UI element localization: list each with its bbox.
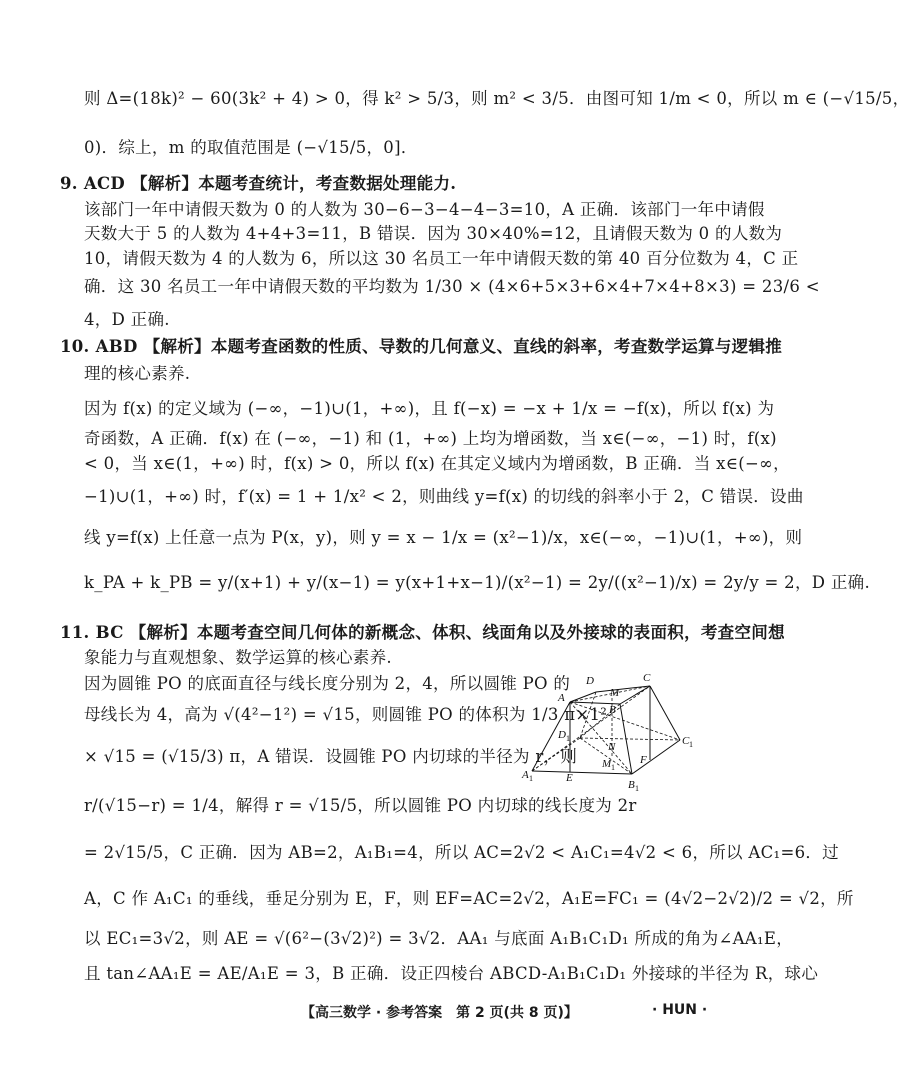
text-line: 理的核心素养. — [84, 364, 191, 383]
problem-9-heading: 9. ACD 【解析】本题考查统计，考查数据处理能力. — [60, 174, 457, 193]
text-line: < 0，当 x∈(1，+∞) 时，f(x) > 0，所以 f(x) 在其定义域内为增函数，B 正确．当 x∈(−∞， — [84, 454, 790, 473]
text-line: 以 EC₁=3√2，则 AE = √(6²−(3√2)²) = 3√2．AA₁ 与底面 A₁B₁C₁D₁ 所成的角为∠AA₁E， — [84, 929, 794, 948]
label-n: N — [608, 741, 616, 753]
label-a: A — [558, 692, 565, 704]
vertex-labels — [521, 672, 693, 793]
text-line: 象能力与直观想象、数学运算的核心素养. — [84, 648, 392, 667]
label-a1-sub: 1 — [529, 774, 533, 783]
text-line: 0)．综上，m 的取值范围是 (−√15/5，0]． — [84, 138, 418, 157]
text-line: k_PA + k_PB = y/(x+1) + y/(x−1) = y(x+1+x−1)/(x²−1) = 2y/((x²−1)/x) = 2y/y = 2，D 正确. — [84, 573, 871, 592]
text-line: 该部门一年中请假天数为 0 的人数为 30−6−3−4−4−3=10，A 正确．该部门一年中请假 — [84, 200, 765, 219]
label-e: E — [566, 772, 573, 784]
text-line: 则 Δ=(18k)² − 60(3k² + 4) > 0，得 k² > 5/3，则 m² < 3/5．由图可知 1/m < 0，所以 m ∈ (−√15/5， — [84, 89, 909, 108]
text-line: 奇函数，A 正确．f(x) 在 (−∞，−1) 和 (1，+∞) 上均为增函数，当 x∈(−∞，−1) 时，f(x) — [84, 429, 777, 448]
text-line: 线 y=f(x) 上任意一点为 P(x，y)，则 y = x − 1/x = (x²−1)/x，x∈(−∞，−1)∪(1，+∞)，则 — [84, 528, 803, 547]
text-line: × √15 = (√15/3) π，A 错误．设圆锥 PO 内切球的半径为 r，则 — [84, 747, 578, 766]
text-line: A，C 作 A₁C₁ 的垂线，垂足分别为 E，F，则 EF=AC=2√2，A₁E=FC₁ = (4√2−2√2)/2 = √2，所 — [84, 889, 854, 908]
text-line: r/(√15−r) = 1/4，解得 r = √15/5，所以圆锥 PO 内切球的线长度为 2r — [84, 796, 637, 815]
text-line: 母线长为 4，高为 √(4²−1²) = √15，则圆锥 PO 的体积为 1/3 π×1² — [84, 705, 608, 724]
frustum-figure — [522, 668, 698, 798]
text-line: 4，D 正确. — [84, 310, 170, 329]
label-b1: B — [628, 779, 635, 791]
label-b: B — [609, 704, 616, 716]
text-line: 因为 f(x) 的定义域为 (−∞，−1)∪(1，+∞)，且 f(−x) = −x + 1/x = −f(x)，所以 f(x) 为 — [84, 399, 775, 418]
label-m1: M — [602, 758, 612, 770]
text-line: 天数大于 5 的人数为 4+4+3=11，B 错误．因为 30×40%=12，且请假天数为 0 的人数为 — [84, 224, 783, 243]
footer-page-info: 【高三数学 · 参考答案 第 2 页(共 8 页)】 — [301, 1005, 578, 1021]
problem-10-heading: 10. ABD 【解析】本题考查函数的性质、导数的几何意义、直线的斜率，考查数学运算与逻辑推 — [60, 337, 783, 356]
problem-11-heading: 11. BC 【解析】本题考查空间几何体的新概念、体积、线面角以及外接球的表面积，考查空间想 — [60, 623, 785, 642]
text-line: 确．这 30 名员工一年中请假天数的平均数为 1/30 × (4×6+5×3+6×4+7×4+8×3) = 23/6 < — [84, 277, 820, 296]
text-line: −1)∪(1，+∞) 时，f′(x) = 1 + 1/x² < 2，则曲线 y=f(x) 的切线的斜率小于 2，C 错误．设曲 — [84, 487, 804, 506]
text-line: = 2√15/5，C 正确．因为 AB=2，A₁B₁=4，所以 AC=2√2 < A₁C₁=4√2 < 6，所以 AC₁=6．过 — [84, 843, 839, 862]
label-m1-sub: 1 — [611, 763, 615, 772]
label-d1-sub: 1 — [566, 734, 570, 743]
text-line: 且 tan∠AA₁E = AE/A₁E = 3，B 正确．设正四棱台 ABCD-A₁B₁C₁D₁ 外接球的半径为 R，球心 — [84, 964, 819, 983]
label-c: C — [643, 672, 651, 684]
text-line: 因为圆锥 PO 的底面直径与线长度分别为 2，4，所以圆锥 PO 的 — [84, 674, 571, 693]
footer-code: · HUN · — [652, 1002, 708, 1018]
label-f: F — [640, 754, 647, 766]
label-a1: A — [522, 769, 529, 781]
text-line: 10，请假天数为 4 的人数为 6，所以这 30 名员工一年中请假天数的第 40 百分位数为 4，C 正 — [84, 249, 799, 268]
label-d: D — [586, 675, 594, 687]
label-c1-sub: 1 — [689, 740, 693, 749]
label-d1: D — [558, 729, 566, 741]
label-m: M — [610, 687, 620, 699]
label-b1-sub: 1 — [635, 784, 639, 793]
label-c1: C — [682, 735, 690, 747]
